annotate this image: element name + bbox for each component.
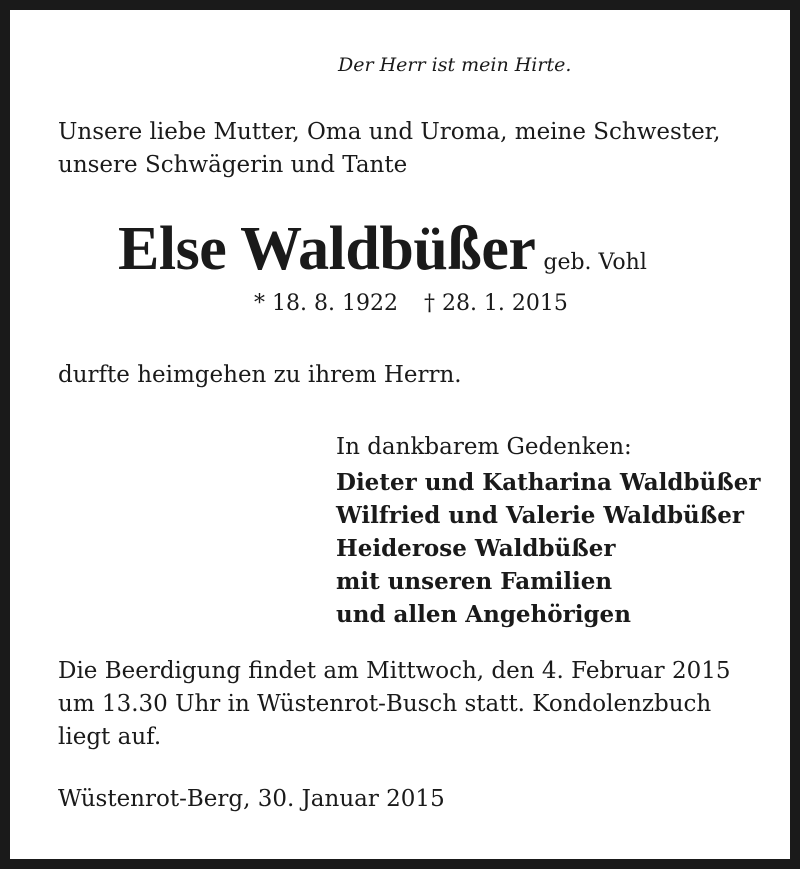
funeral-line: Die Beerdigung findet am Mittwoch, den 4. Februar 2015	[58, 658, 731, 684]
funeral-info	[58, 655, 731, 754]
homegoing-text: durfte heimgehen zu ihrem Herrn.	[58, 362, 462, 388]
mourner-line: Heiderose Waldbüßer	[336, 535, 616, 562]
mourner-line: und allen Angehörigen	[336, 601, 631, 628]
deceased-name: Else Waldbüßer	[118, 215, 536, 283]
birth-date: * 18. 8. 1922	[254, 291, 398, 316]
mourner-line: Dieter und Katharina Waldbüßer	[336, 469, 761, 496]
place-date: Wüstenrot-Berg, 30. Januar 2015	[58, 786, 445, 812]
name-row	[118, 214, 647, 285]
death-date: † 28. 1. 2015	[423, 291, 568, 316]
mourners-list	[336, 466, 760, 631]
motto: Der Herr ist mein Hirte.	[338, 54, 572, 76]
intro-text	[58, 116, 720, 182]
intro-line: unsere Schwägerin und Tante	[58, 152, 408, 178]
intro-line: Unsere liebe Mutter, Oma und Uroma, meine Schwester,	[58, 119, 721, 145]
maiden-name: geb. Vohl	[543, 250, 647, 275]
mourner-line: mit unseren Familien	[336, 568, 613, 595]
life-dates	[254, 291, 568, 316]
funeral-line: um 13.30 Uhr in Wüstenrot-Busch statt. Kondolenzbuch	[58, 691, 712, 717]
funeral-line: liegt auf.	[58, 724, 162, 750]
memory-heading: In dankbarem Gedenken:	[336, 434, 632, 460]
mourner-line: Wilfried und Valerie Waldbüßer	[336, 502, 744, 529]
